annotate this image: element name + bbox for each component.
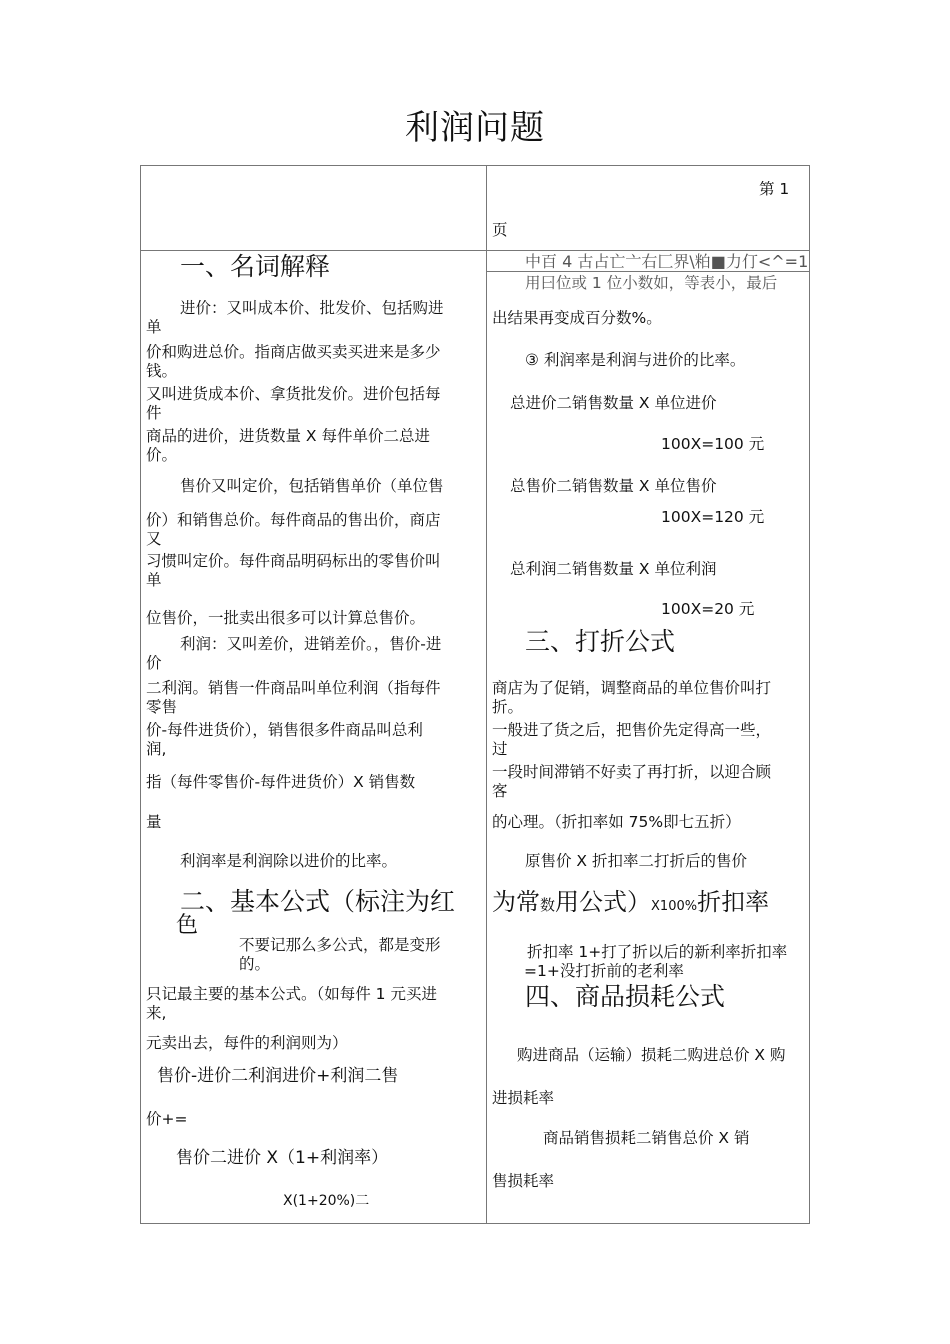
formula-line: 总利润二销售数量 X 单位利润	[510, 560, 717, 578]
text-line: 的心理。（折扣率如 75%即七五折）	[492, 813, 741, 831]
common-formula-part: 用公式）	[555, 888, 652, 916]
text-line: 价	[146, 654, 162, 672]
text-line: 利润：又叫差价，进销差价。，售价-进	[180, 635, 442, 653]
text-line: 又叫进货成本价、拿货批发价。进价包括每	[146, 385, 441, 403]
formula-line: 售价二进价 X（1+利润率）	[176, 1148, 389, 1168]
formula-line: 售价-进价二利润进价+利润二售	[157, 1066, 399, 1086]
common-formula-line	[492, 887, 769, 922]
text-line: 来,	[146, 1004, 167, 1022]
formula-line: =1+没打折前的老利率	[524, 962, 684, 980]
text-line: 进价：又叫成本价、批发价、包括购进	[180, 299, 444, 317]
text-line: 量	[146, 813, 162, 831]
text-line: 又	[146, 530, 162, 548]
formula-example: 100X=120 元	[661, 508, 765, 526]
common-formula-part: 为常	[492, 888, 540, 916]
text-line: 二利润。销售一件商品叫单位利润（指每件	[146, 679, 441, 697]
text-line: 用曰位或 1 位小数如，等表小，最后	[525, 274, 778, 292]
page-label-suffix: 页	[492, 221, 508, 239]
text-line: 件	[146, 404, 162, 422]
section-heading-formulas: 二、基本公式（标注为红	[180, 887, 456, 916]
text-line: 价）和销售总价。每件商品的售出价，商店	[146, 511, 441, 529]
text-line: 出结果再变成百分数%。	[492, 309, 662, 327]
page-label: 第 1	[759, 180, 790, 198]
formula-line: 售损耗率	[492, 1172, 555, 1190]
common-formula-part: X100%	[651, 899, 698, 914]
text-line: 一般进了货之后，把售价先定得高一些，	[492, 721, 772, 739]
formula-line: 折扣率 1+打了折以后的新利率折扣率	[527, 943, 788, 961]
text-line: 商品的进价，进货数量 X 每件单价二总进	[146, 427, 430, 445]
formula-example: 100X=20 元	[661, 600, 755, 618]
text-line: 一段时间滞销不好卖了再打折，以迎合顾	[492, 763, 772, 781]
text-line: 单	[146, 318, 162, 336]
formula-line: 价+=	[146, 1110, 188, 1128]
text-line: 折。	[492, 698, 524, 716]
text-line: 价-每件进货价），销售很多件商品叫总利	[146, 721, 423, 739]
formula-line: 总进价二销售数量 X 单位进价	[510, 394, 717, 412]
text-line: 不要记那么多公式，都是变形	[239, 936, 441, 954]
formula-line: 进损耗率	[492, 1089, 555, 1107]
common-formula-part: 折扣率	[697, 888, 770, 916]
text-line: 润,	[146, 740, 167, 758]
text-line: 习惯叫定价。每件商品明码标出的零售价叫	[146, 552, 441, 570]
section-heading-discount: 三、打折公式	[525, 627, 676, 656]
text-line: 售价又叫定价，包括销售单价（单位售	[180, 477, 444, 495]
column-divider	[486, 165, 487, 1224]
text-line: 零售	[146, 698, 178, 716]
formula-line: 商品销售损耗二销售总价 X 销	[543, 1129, 750, 1147]
formula-example: 100X=100 元	[661, 435, 765, 453]
section-heading-terms: 一、名词解释	[180, 252, 331, 281]
right-top-divider	[487, 271, 810, 272]
section-heading-loss: 四、商品损耗公式	[525, 982, 726, 1011]
text-line: 元卖出去，每件的利润则为）	[146, 1034, 348, 1052]
page-title: 利润问题	[405, 108, 545, 148]
text-line: 指（每件零售价-每件进货价）X 销售数	[146, 773, 416, 791]
text-line: 过	[492, 740, 508, 758]
text-line: 钱。	[146, 362, 178, 380]
common-formula-part: 数	[540, 896, 556, 914]
garbled-text-line: 中百 4 古占亡亠右匚界\粕■力仃<^=1	[525, 252, 809, 271]
text-line: 的。	[239, 955, 271, 973]
text-line: 只记最主要的基本公式。（如每件 1 元买进	[146, 985, 437, 1003]
text-line: 商店为了促销，调整商品的单位售价叫打	[492, 679, 772, 697]
text-line: 客	[492, 782, 508, 800]
text-line: 单	[146, 571, 162, 589]
formula-line: 原售价 X 折扣率二打折后的售价	[525, 852, 747, 870]
text-line: 位售价，一批卖出很多可以计算总售价。	[146, 609, 426, 627]
formula-line: 总售价二销售数量 X 单位售价	[510, 477, 717, 495]
clipped-heading-char: 色	[176, 913, 199, 938]
formula-line: 购进商品（运输）损耗二购进总价 X 购	[517, 1046, 786, 1064]
formula-line: X(1+20%)二	[283, 1193, 370, 1209]
header-row-divider	[140, 250, 810, 251]
text-line: 价。	[146, 446, 178, 464]
text-line: 利润率是利润除以进价的比率。	[180, 852, 398, 870]
text-line: ③ 利润率是利润与进价的比率。	[525, 351, 746, 369]
text-line: 价和购进总价。指商店做买卖买进来是多少	[146, 343, 441, 361]
